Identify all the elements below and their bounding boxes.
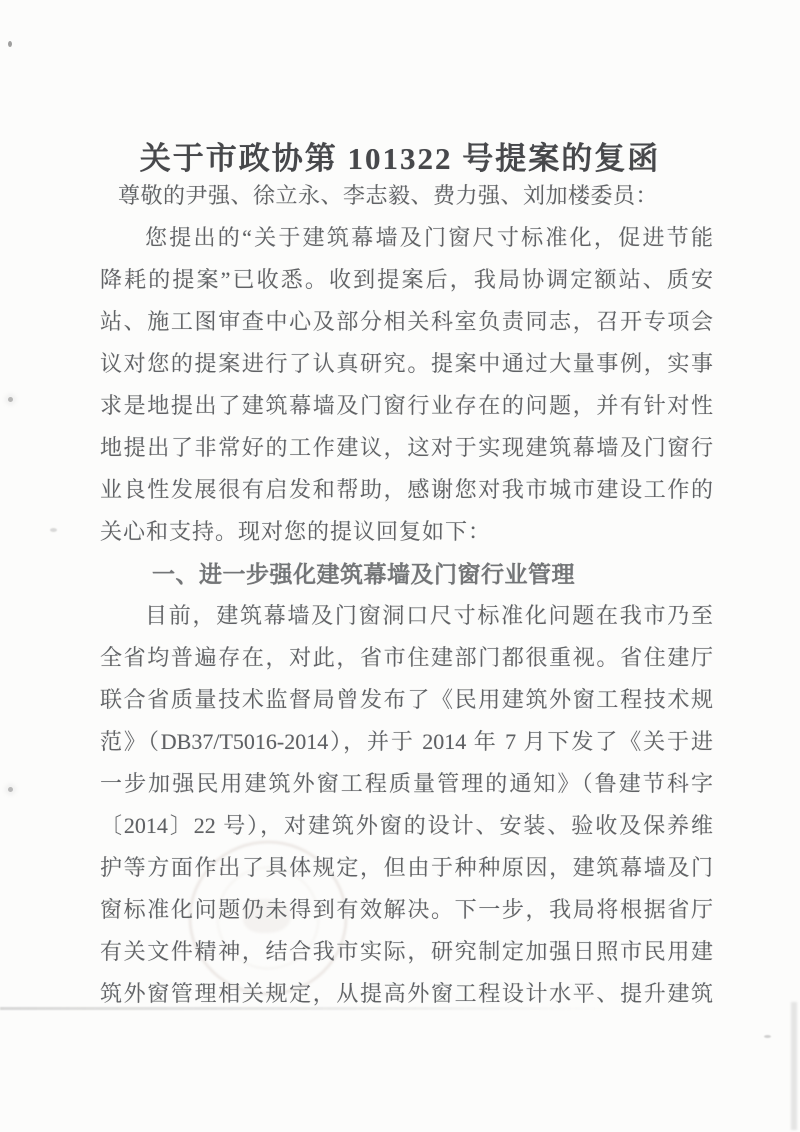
scan-artifact <box>8 397 13 402</box>
document-body <box>100 175 713 1015</box>
scan-artifact <box>50 528 57 532</box>
body-line: 关心和支持。现对您的提议回复如下： <box>100 519 492 544</box>
body-line: 站、施工图审查中心及部分相关科室负责同志，召开专项会 <box>100 309 713 334</box>
body-line: 求是地提出了建筑幕墙及门窗行业存在的问题，并有针对性 <box>100 393 713 418</box>
body-line: 一步加强民用建筑外窗工程质量管理的通知》（鲁建节科字 <box>100 771 713 796</box>
document-title: 关于市政协第 101322 号提案的复函 <box>139 140 661 176</box>
body-line: 筑外窗管理相关规定，从提高外窗工程设计水平、提升建筑 <box>100 981 713 1006</box>
body-line: 窗标准化问题仍未得到有效解决。下一步，我局将根据省厅 <box>100 897 713 922</box>
body-line: 业良性发展很有启发和帮助，感谢您对我市城市建设工作的 <box>100 477 713 502</box>
body-line: 全省均普遍存在，对此，省市住建部门都很重视。省住建厅 <box>100 645 713 670</box>
body-line: 降耗的提案”已收悉。收到提案后，我局协调定额站、质安 <box>100 267 713 292</box>
scan-artifact <box>8 41 12 47</box>
body-line: 〔2014〕22 号），对建筑外窗的设计、安装、验收及保养维 <box>100 813 713 838</box>
scan-artifact <box>791 1002 797 1130</box>
section-heading: 一、进一步强化建筑幕墙及门窗行业管理 <box>152 561 575 587</box>
salutation-line: 尊敬的尹强、徐立永、李志毅、费力强、刘加楼委员： <box>118 183 659 208</box>
body-line: 您提出的“关于建筑幕墙及门窗尺寸标准化，促进节能 <box>145 225 713 250</box>
body-line: 地提出了非常好的工作建议，这对于实现建筑幕墙及门窗行 <box>100 435 713 460</box>
body-line: 目前，建筑幕墙及门窗洞口尺寸标准化问题在我市乃至 <box>145 603 713 628</box>
body-line: 护等方面作出了具体规定，但由于种种原因，建筑幕墙及门 <box>100 855 713 880</box>
scan-artifact <box>764 1035 771 1038</box>
scan-artifact <box>0 1007 610 1010</box>
body-line: 范》（DB37/T5016-2014），并于 2014 年 7 月下发了《关于进 <box>100 729 713 754</box>
body-line: 议对您的提案进行了认真研究。提案中通过大量事例，实事 <box>100 351 713 376</box>
scan-artifact <box>8 787 13 792</box>
body-line: 有关文件精神，结合我市实际，研究制定加强日照市民用建 <box>100 939 713 964</box>
body-line: 联合省质量技术监督局曾发布了《民用建筑外窗工程技术规 <box>100 687 713 712</box>
